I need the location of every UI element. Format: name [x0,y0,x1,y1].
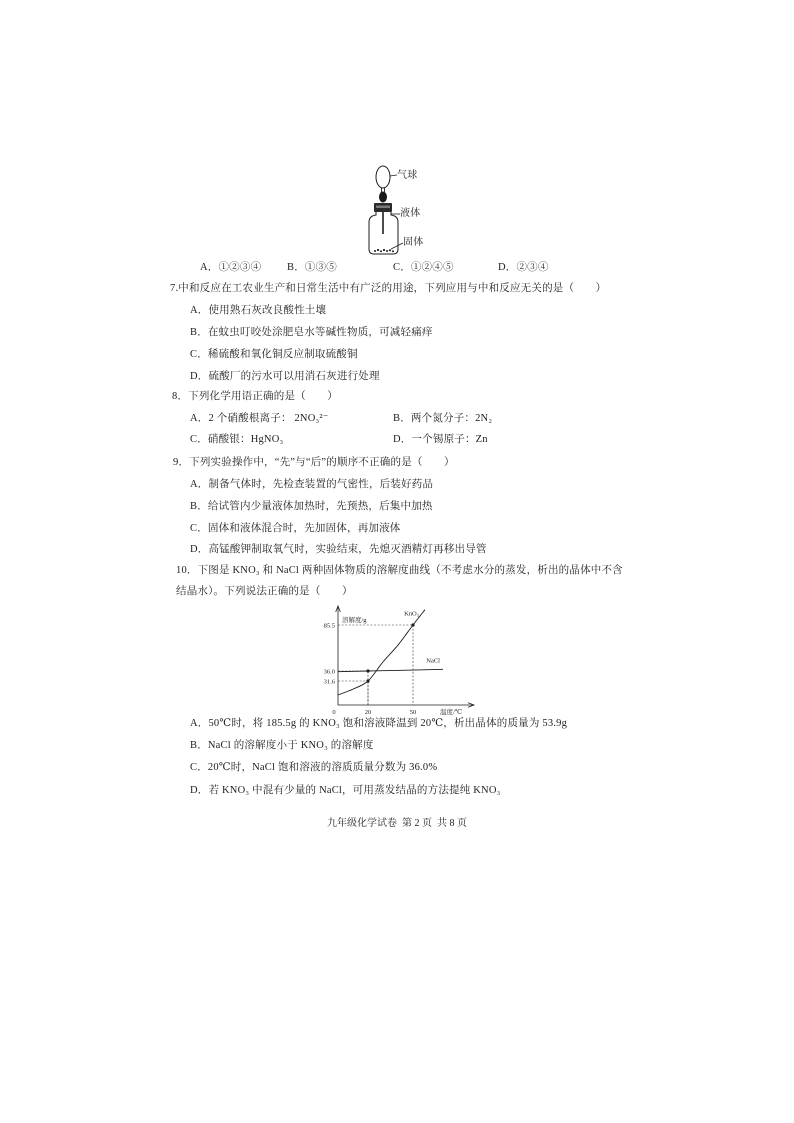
q10-option-d: D．若 KNO₃ 中混有少量的 NaCl，可用蒸发结晶的方法提纯 KNO₃ [190,785,501,796]
q6-option-a: A．①②③④ [200,262,262,273]
x-tick-label: 50 [409,709,417,716]
q6-option-b: B．①③⑤ [287,262,338,273]
y-tick-label: 36.0 [323,668,335,676]
liquid-label: 液体 [400,208,421,219]
q9-option-a: A．制备气体时，先检查装置的气密性，后装好药品 [190,479,434,490]
q6-option-c: C．①②④⑤ [393,262,454,273]
q7-stem: 7.中和反应在工农业生产和日常生活中有广泛的用途，下列应用与中和反应无关的是（ ） [170,283,607,294]
solid-particles [374,249,394,252]
q7-option-c: C．稀硫酸和氧化铜反应制取硫酸铜 [190,349,358,360]
solid-particle [392,250,394,252]
solid-particle [377,249,379,251]
q9-option-c: C．固体和液体混合时，先加固体，再加液体 [190,523,401,534]
q8-option-c: C．硝酸银：HgNO₃ [190,434,284,445]
page-footer: 九年级化学试卷 第 2 页 共 8 页 [327,818,467,829]
solid-particle [380,250,382,252]
x-axis-title: 温度/℃ [440,709,463,716]
y-tick-label: 85.5 [323,622,335,630]
q8-option-b: B．两个氮分子：2N₂ [393,413,493,424]
q8-option-d: D．一个锡原子：Zn [393,434,488,445]
q6-option-d: D．②③④ [498,262,549,273]
balloon-leader-line [390,175,397,176]
q9-option-d: D．高锰酸钾制取氧气时，实验结束，先熄灭酒精灯再移出导管 [190,544,487,555]
q10-stem-line2: 结晶水）。下列说法正确的是（ ） [176,586,353,597]
q10-option-c: C．20℃时，NaCl 饱和溶液的溶质质量分数为 36.0% [190,762,438,773]
balloon-neck [382,188,385,192]
data-point-marker [366,669,369,672]
q9-stem: 9．下列实验操作中，“先”与“后”的顺序不正确的是（ ） [173,457,455,468]
balloon [376,166,390,188]
solid-leader-line [391,243,403,249]
y-axis-title: 溶解度/g [342,617,367,624]
q8-option-a: A．2 个硝酸根离子： 2NO₃²⁻ [190,413,329,424]
q7-option-a: A．使用熟石灰改良酸性土壤 [190,305,327,316]
q8-stem: 8．下列化学用语正确的是（ ） [172,391,338,402]
kno3-series-label: KnO₃ [404,610,419,618]
solid-particle [374,250,376,252]
solubility-chart [318,604,482,720]
solid-particle [383,249,385,251]
data-point-marker [411,623,414,626]
solid-particle [386,250,388,252]
q10-option-b: B．NaCl 的溶解度小于 KNO₃ 的溶解度 [190,740,374,751]
x-tick-label: 0 [332,709,336,716]
x-tick-label: 20 [364,709,372,716]
solid-particle [389,249,391,251]
q7-option-d: D．硫酸厂的污水可以用消石灰进行处理 [190,371,380,382]
data-point-marker [366,679,369,682]
q10-stem-line1: 10．下图是 KNO₃ 和 NaCl 两种固体物质的溶解度曲线（不考虑水分的蒸发，析出的晶体中不含 [176,565,623,576]
q9-option-b: B．给试管内少量液体加热时，先预热，后集中加热 [190,501,433,512]
balloon-label: 气球 [397,170,418,181]
q10-option-a: A．50℃时，将 185.5g 的 KNO₃ 饱和溶液降温到 20℃，析出晶体的质量为 53.9g [190,718,568,729]
stopper-band [376,206,390,209]
y-tick-label: 31.6 [323,678,335,686]
dropper-bulb [379,192,387,203]
nacl-curve [338,669,443,671]
q7-option-b: B．在蚊虫叮咬处涂肥皂水等碱性物质，可减轻痛痒 [190,327,433,338]
nacl-series-label: NaCl [426,657,440,665]
solid-label: 固体 [403,237,424,248]
